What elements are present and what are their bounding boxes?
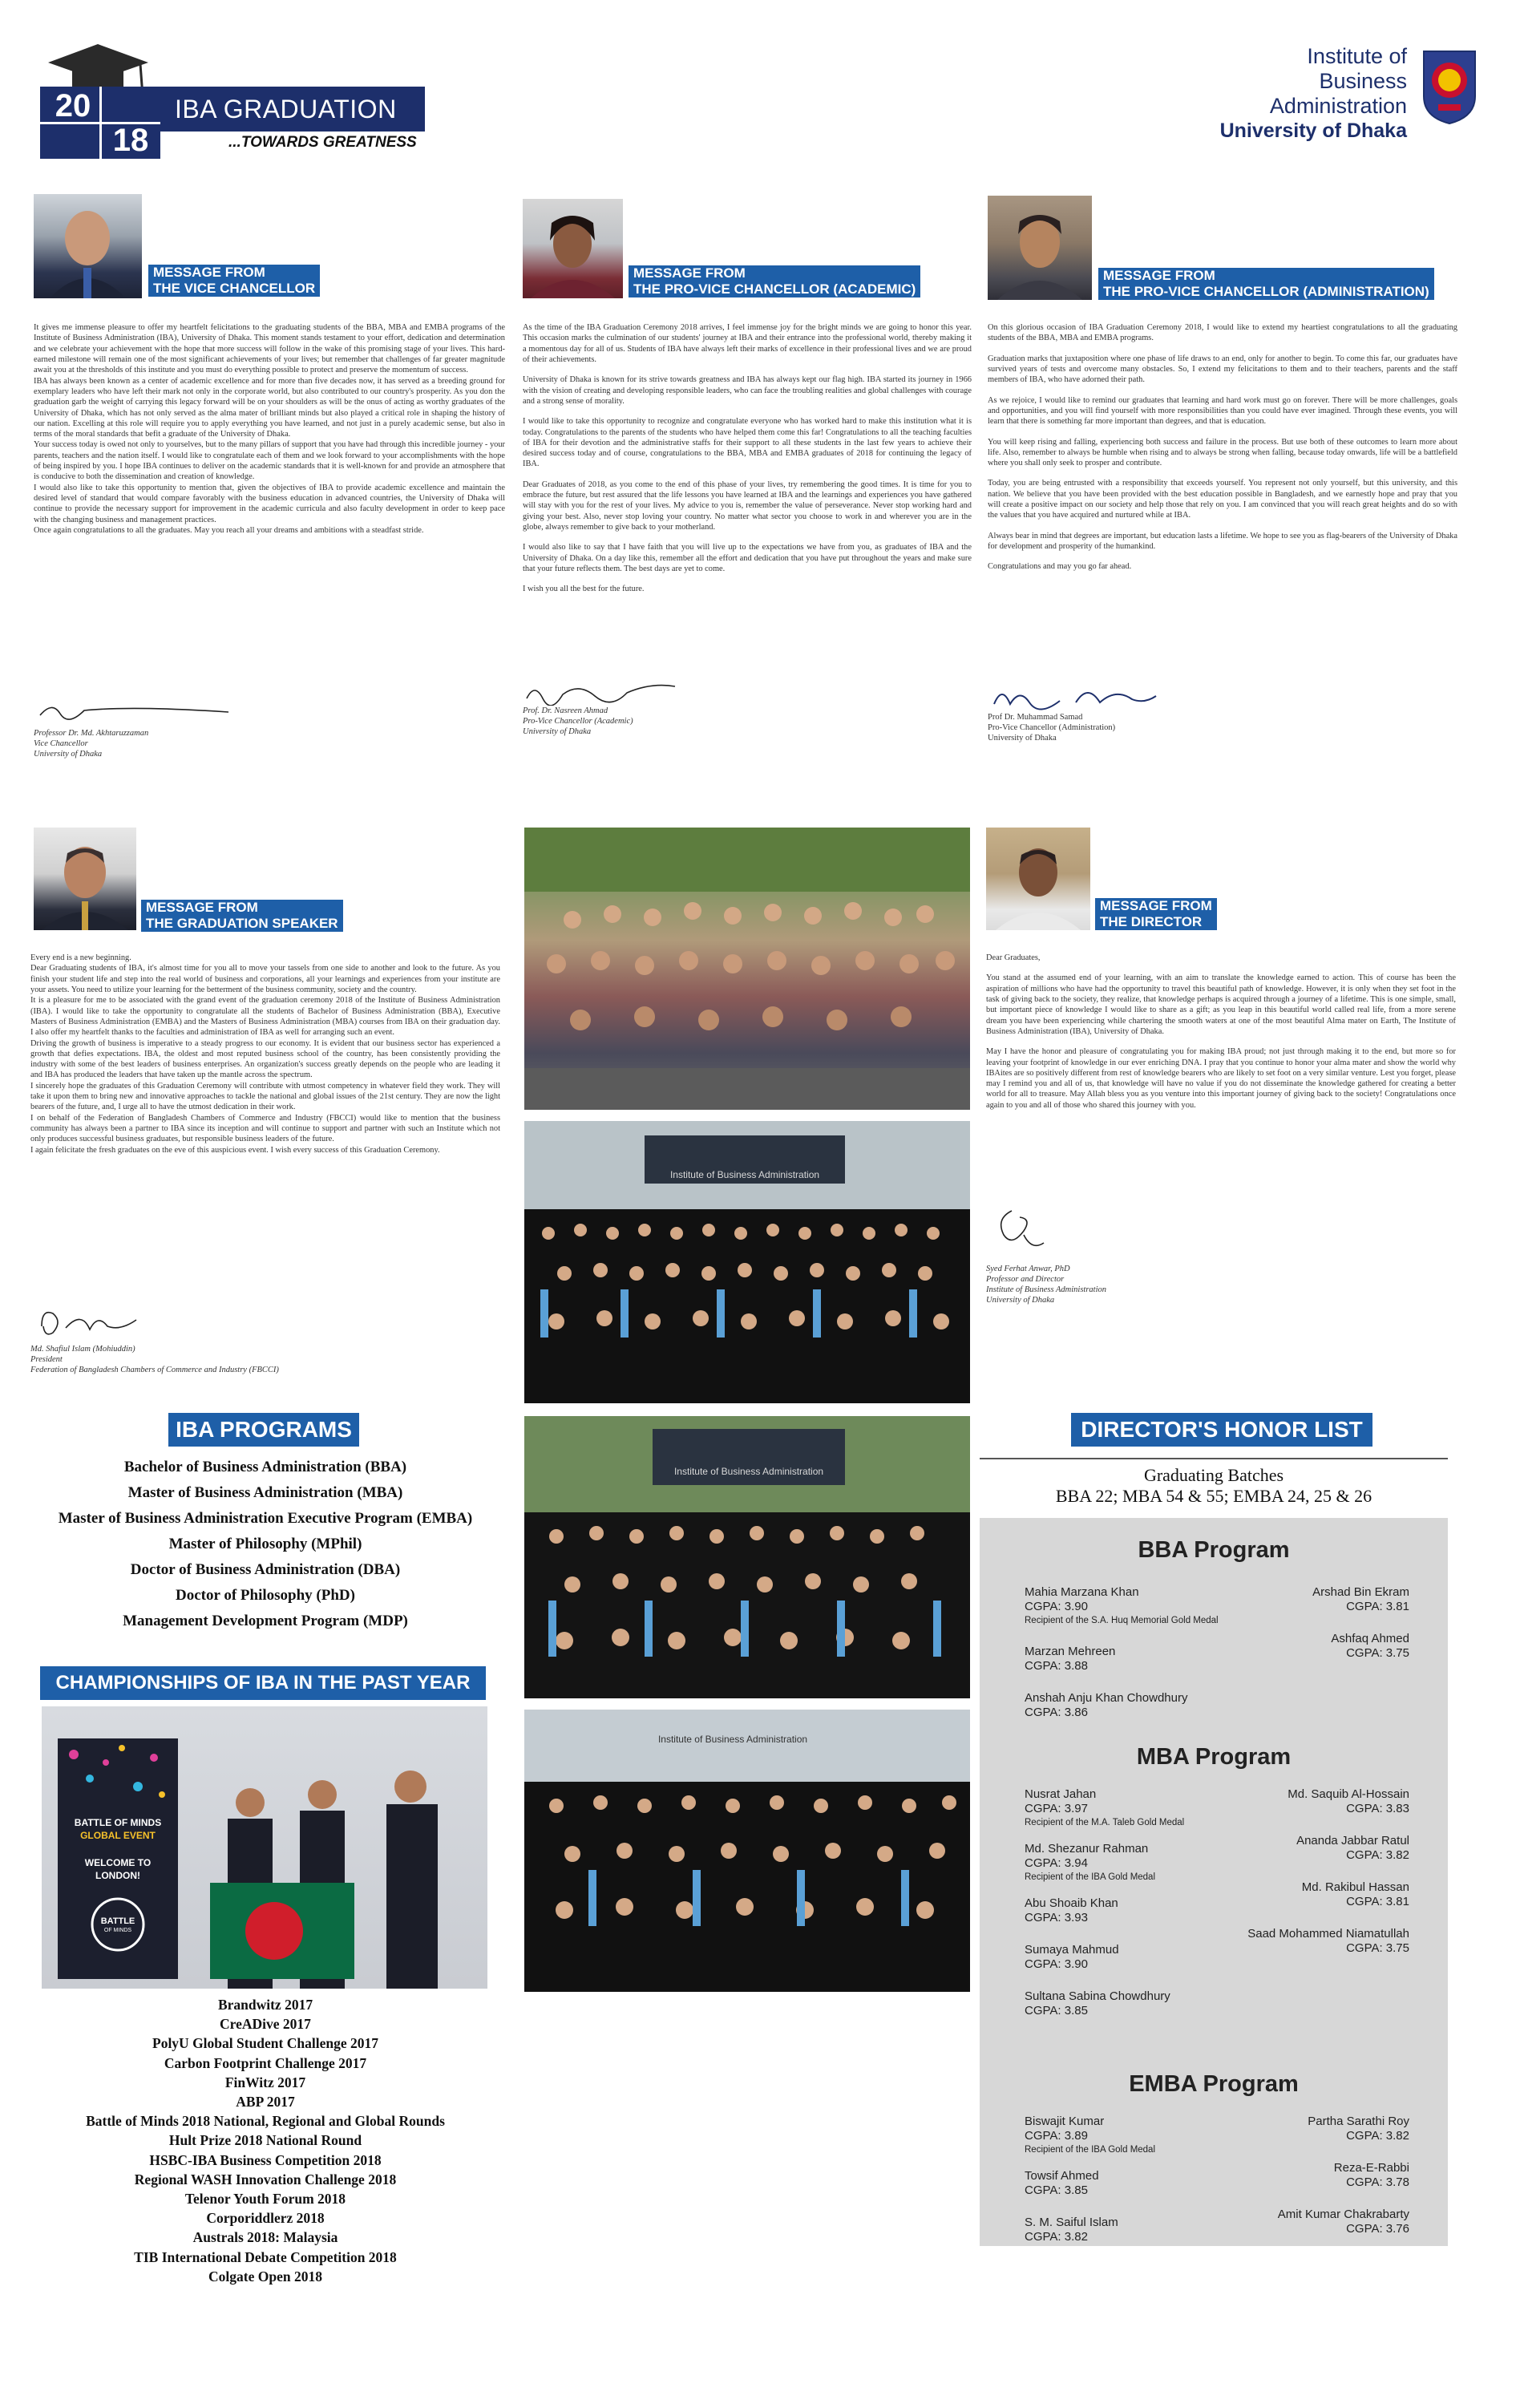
programs-list (30, 1455, 500, 1634)
program-item: Management Development Program (MDP) (123, 1613, 408, 1629)
pvc-admin-sig-title: Pro-Vice Chancellor (Administration) (988, 723, 1116, 733)
pvc-admin-para-1: On this glorious occasion of IBA Graduation Ceremony 2018, I would like to extend my heartiest congratulations to all the graduating students of the BBA, MBA and EMBA programs. (988, 323, 1457, 343)
honoree-name: Saad Mohammed Niamatullah (1247, 1927, 1409, 1941)
pvc-academic-heading (629, 265, 920, 297)
mba-right-column (1188, 1787, 1409, 1956)
pvc-admin-signoff (988, 712, 1244, 743)
pvc-academic-para-6: I wish you all the best for the future. (523, 585, 645, 594)
institute-line-2: Business (1319, 69, 1407, 93)
championship-item: Battle of Minds 2018 National, Regional and Global Rounds (86, 2113, 445, 2130)
pvc-academic-message-body (523, 322, 972, 595)
speaker-portrait (34, 828, 136, 930)
championship-item: Telenor Youth Forum 2018 (184, 2191, 346, 2208)
speaker-para-6: I on behalf of the Federation of Bangladesh Chambers of Commerce and Industry (FBCCI) would like to mention that the business community has always been a partner to IBA since its inception and will continue to support and partner with such an Institute which not only produces successful business graduates, but responsible business leaders of the future. (30, 1113, 500, 1144)
director-sig-name: Syed Ferhat Anwar, PhD (986, 1265, 1070, 1273)
honor-list-panel (980, 1518, 1448, 2246)
director-heading-line-1: MESSAGE FROM (1095, 898, 1217, 914)
pvc-academic-portrait (523, 199, 623, 298)
pvc-admin-para-3: As we rejoice, I would like to remind our graduates that learning and hard work must go on forever. There will be more challenges, goals and opportunities, and you will find yourself with more responsibilities than you could have ever imagined. Through these events, you will learn that there is something far more important than degrees, and that is education. (988, 395, 1457, 427)
vc-para-3: Your success today is owed not only to yourselves, but to the many pillars of support that you have had through this incredible journey - your parents, teachers and the nation itself. I would like to congratulate each of them and we look forward to your accomplishments with the hope of being inspired by you. I hope IBA continues to deliver on the academic standards that it is well-known for and provide an atmosphere that is conducive to both the dissemination and creation of knowledge. (34, 440, 505, 482)
honoree-cgpa: CGPA: 3.75 (1346, 1941, 1409, 1955)
building-sign-1: Institute of Business Administration (669, 1169, 820, 1180)
honoree-name: Anshah Anju Khan Chowdhury (1025, 1691, 1188, 1705)
speaker-para-2: Dear Graduating students of IBA, it's almost time for you all to move your tassels from one side to another and look to the future. As you finish your student life and step into the real world of business and corporations, all your learnings and experiences from your institute are your assets. You need to utilize your learning for the betterment of the business community, society and the country. (30, 964, 500, 994)
honoree-cgpa: CGPA: 3.82 (1346, 1848, 1409, 1862)
pvc-admin-heading (1098, 268, 1434, 300)
director-signature (988, 1203, 1052, 1259)
championship-item: Regional WASH Innovation Challenge 2018 (134, 2171, 397, 2187)
logo-year-bottom: 18 (112, 123, 149, 158)
honoree-name: Abu Shoaib Khan (1025, 1896, 1118, 1910)
faculty-group-photo (524, 828, 970, 1110)
speaker-para-7: I again felicitate the fresh graduates on the eve of this auspicious event. I wish every success of this Graduation Ceremony. (30, 1145, 440, 1155)
honoree-cgpa: CGPA: 3.85 (1025, 2183, 1088, 2197)
honoree-cgpa: CGPA: 3.85 (1025, 2004, 1088, 2017)
championship-item: Corporiddlerz 2018 (206, 2210, 325, 2227)
banner-line-4: LONDON! (95, 1870, 140, 1881)
honoree-cgpa: CGPA: 3.81 (1346, 1600, 1409, 1613)
director-message-body (986, 953, 1456, 1111)
mba-program-heading: MBA Program (1136, 1744, 1292, 1770)
pvc-academic-para-2: University of Dhaka is known for its strive towards greatness and IBA has always kept our flag high. IBA started its journey in 1966 with the vision of creating and developing responsible leaders, who can face the troubling realities and global challenges with courage and a strong sense of morality. (523, 375, 972, 406)
vc-message-body (34, 322, 505, 536)
vc-para-5: Once again congratulations to all the graduates. May you reach all your dreams and ambitions with a steadfast stride. (34, 525, 424, 535)
honoree-cgpa: CGPA: 3.78 (1346, 2175, 1409, 2189)
honoree-name: Md. Saquib Al-Hossain (1288, 1787, 1409, 1801)
championship-item: FinWitz 2017 (224, 2074, 306, 2090)
battle-of-minds-banner (58, 1738, 178, 1979)
honoree-cgpa: CGPA: 3.75 (1346, 1646, 1409, 1660)
director-heading-line-2: THE DIRECTOR (1095, 914, 1217, 930)
speaker-para-5: I sincerely hope the graduates of this Graduation Ceremony will contribute with utmost competency in whatever field they work. They will take it upon them to bring new and innovative approaches to tackle the national and global issues of the 21st century. They are now the light bearers of the future, and, I urge all to have the utmost dedication in their work. (30, 1081, 500, 1112)
pvc-admin-portrait (988, 196, 1092, 300)
emba-right-column (1188, 2115, 1409, 2236)
honoree-name: Marzan Mehreen (1025, 1645, 1116, 1658)
pvc-academic-sig-title: Pro-Vice Chancellor (Academic) (523, 717, 633, 726)
honoree-name: Biswajit Kumar (1025, 2115, 1105, 2128)
honoree-name: Mahia Marzana Khan (1025, 1585, 1139, 1599)
speaker-signoff (30, 1344, 479, 1375)
program-item: Bachelor of Business Administration (BBA) (123, 1459, 407, 1475)
pvc-academic-sig-org: University of Dhaka (523, 727, 592, 737)
director-sig-univ: University of Dhaka (986, 1296, 1055, 1305)
speaker-signature (34, 1302, 146, 1342)
honoree-cgpa: CGPA: 3.94 (1025, 1856, 1088, 1870)
director-sig-org: Institute of Business Administration (986, 1285, 1107, 1295)
championship-item: Brandwitz 2017 (217, 1997, 313, 2013)
vc-para-4: I would also like to take this opportunity to mention that, given the objectives of IBA to provide academic excellence and maintain the desired level of standard that would compare favorably with the business education in advanced countries, the University of Dhaka will continue to provide the necessary support for improvement in the academic curricula and also faculty development in order to keep pace with the changing business and management practices. (34, 483, 505, 524)
pvc-admin-para-5: Today, you are being entrusted with a responsibility that exceeds yourself. You represent not only yourself, but this university, and this nation. We believe that you have been provided with the best education possible in Bangladesh, and we earnestly hope and pray that you will create a positive impact on our society and help those that rely on you. I am convinced that you will reach great heights and do so with the values that you have acquired and nurtured while at IBA. (988, 479, 1457, 520)
vc-heading-line-2: THE VICE CHANCELLOR (148, 281, 320, 297)
honor-batches: BBA 22; MBA 54 & 55; EMBA 24, 25 & 26 (1055, 1486, 1372, 1506)
vc-signoff (34, 728, 354, 759)
header-title: IBA GRADUATION (175, 95, 397, 123)
program-item: Master of Philosophy (MPhil) (168, 1536, 362, 1552)
speaker-sig-org: Federation of Bangladesh Chambers of Commerce and Industry (FBCCI) (30, 1366, 279, 1375)
pvc-academic-para-3: I would like to take this opportunity to recognize and congratulate everyone who has worked hard to make this institution what it is today. Congratulations to the parents of the students who have helped them come this far! Congratulations to all the teaching faculties of IBA for their devotion and the administrative staffs for their support to all these students in the last few years to achieve their desired success today and of course, congratulations to the BBA, MBA and EMBA graduates of 2018 for continuing the legacy of IBA. (523, 417, 972, 469)
honoree-name: Ananda Jabbar Ratul (1296, 1834, 1409, 1847)
pvc-academic-para-1: As the time of the IBA Graduation Ceremony 2018 arrives, I feel immense joy for the bright minds we are going to honor this year. This occasion marks the culmination of our students' journey at IBA and their entrance into the professional world, thereby making it a momentous day for all of us. Students of IBA have always left their marks of excellence in their professional lives and we are proud of their achievements. (523, 323, 972, 364)
vc-sig-org: University of Dhaka (34, 750, 103, 759)
honor-list-title: DIRECTOR'S HONOR LIST (1071, 1413, 1372, 1447)
pvc-academic-sig-name: Prof. Dr. Nasreen Ahmad (523, 706, 608, 715)
header-tagline: ...TOWARDS GREATNESS (228, 134, 417, 151)
championships-title: CHAMPIONSHIPS OF IBA IN THE PAST YEAR (40, 1666, 486, 1700)
university-seal-icon (1419, 47, 1480, 127)
honoree-name: Md. Rakibul Hassan (1301, 1880, 1409, 1894)
banner-line-6: OF MINDS (103, 1928, 132, 1933)
vc-para-1: It gives me immense pleasure to offer my heartfelt felicitations to the graduating students of the BBA, MBA and EMBA programs of the Institute of Business Administration (IBA), University of Dhaka. This moment stands testament to your effort, dedication and determination and we celebrate your achievement with the hope that more success will follow in the wake of this promising stage of your lives. This hard-earned milestone will remain one of the most significant achievements of your lives; but remember that challenges of far greater magnitude await you at the thresholds of this institute and you must do everything possible to protect and preserve the momentum of success. (34, 323, 505, 375)
honor-batches-label: Graduating Batches (1143, 1465, 1284, 1485)
speaker-heading-line-1: MESSAGE FROM (141, 900, 343, 916)
pvc-admin-para-6: Always bear in mind that degrees are important, but education lasts a lifetime. We hope to see you as flag-bearers of the University of Dhaka for development and prosperity of the humankind. (988, 531, 1457, 551)
honoree-cgpa: CGPA: 3.93 (1025, 1911, 1088, 1924)
speaker-sig-name: Md. Shafiul Islam (Mohiuddin) (30, 1345, 135, 1354)
pvc-admin-message-body (988, 322, 1457, 573)
director-sig-title: Professor and Director (986, 1275, 1065, 1285)
building-sign-3: Institute of Business Administration (657, 1734, 808, 1745)
honoree-medal: Recipient of the IBA Gold Medal (1025, 2145, 1156, 2155)
bba-program-heading: BBA Program (1138, 1537, 1290, 1563)
championship-item: CreADive 2017 (220, 2016, 311, 2033)
director-para-2: You stand at the assumed end of your learning, with an aim to translate the knowledge earned to action. This of course has been the aspiration of millions who have had the opportunity to travel this beautiful path of knowledge. However, it is only when they set foot in the task of giving back to the society, they realize, that knowledge perhaps is acquired through a journey of a lifetime. This is one simple, small, but important piece of knowledge I would like to share as a gift; as you leap in this beautiful world called real life, from a more serene dream you have been experiencing while chartering the smooth waters at one of the most beautiful Alma mater on Earth, The Institute of Business Administration (IBA), University of Dhaka. (986, 973, 1456, 1036)
speaker-heading (141, 900, 343, 932)
championship-item: Hult Prize 2018 National Round (168, 2132, 362, 2149)
honoree-cgpa: CGPA: 3.89 (1025, 2129, 1088, 2143)
pvc-admin-sig-org: University of Dhaka (988, 734, 1057, 743)
honoree-cgpa: CGPA: 3.90 (1025, 1600, 1088, 1613)
program-item: Master of Business Administration (MBA) (127, 1484, 403, 1501)
graduates-group-photo-3 (524, 1710, 970, 1992)
pvc-academic-para-5: I would also like to say that I have faith that you will live up to the expectations we have from you, as graduates of IBA and the University of Dhaka. On a day like this, remember all the effort and dedication that you have put throughout the years and make sure that your future reflects them. The best days are yet to come. (523, 543, 972, 573)
emba-program-heading: EMBA Program (1129, 2071, 1299, 2097)
logo-year-top: 20 (55, 88, 91, 123)
honoree-medal: Recipient of the IBA Gold Medal (1025, 1872, 1156, 1882)
honoree-cgpa: CGPA: 3.81 (1346, 1895, 1409, 1908)
vc-heading (148, 265, 320, 297)
pvc-admin-signature (988, 680, 1164, 712)
director-para-3: May I have the honor and pleasure of congratulating you for making IBA proud; not just through making it to the end, but more so for leaving your footprint of knowledge in our ever enriching DNA. I pray that you continue to honor your alma mater and show the world why IBAites are so positively different from rest of knowledge bearers who are likely to set foot on a very similar venture. Lest you forget, please may I remind you and all of us, that knowledge will have no value if you do not disseminate the knowledge gathered for creating a better world for all to treasure. May Allah bless you as you venture into this important journey of giving back to the society! Congratulations once again to you and all of those who shared this journey with you. (986, 1047, 1456, 1110)
pvc-academic-heading-line-2: THE PRO-VICE CHANCELLOR (ACADEMIC) (629, 281, 920, 297)
honoree-name: Amit Kumar Chakrabarty (1277, 2208, 1409, 2221)
championship-item: PolyU Global Student Challenge 2017 (152, 2035, 378, 2052)
honoree-cgpa: CGPA: 3.88 (1025, 1659, 1088, 1673)
building-sign-2: Institute of Business Administration (673, 1466, 824, 1477)
vc-sig-name: Professor Dr. Md. Akhtaruzzaman (34, 729, 149, 738)
speaker-message-body (30, 953, 500, 1155)
championship-photo (42, 1706, 487, 1989)
program-item: Doctor of Business Administration (DBA) (130, 1561, 401, 1578)
pvc-admin-sig-name: Prof Dr. Muhammad Samad (988, 713, 1083, 722)
graduates-group-photo-1 (524, 1121, 970, 1403)
championships-list (30, 1995, 500, 2286)
honoree-cgpa: CGPA: 3.90 (1025, 1957, 1088, 1971)
honoree-name: Towsif Ahmed (1025, 2169, 1099, 2183)
honoree-cgpa: CGPA: 3.86 (1025, 1706, 1088, 1719)
speaker-para-1: Every end is a new beginning. (30, 953, 131, 962)
speaker-para-3: It is a pleasure for me to be associated with the grand event of the graduation ceremony 2018 of the Institute of Business Administration (IBA). I would like to take the opportunity to congratulate all the students of Bachelor of Business Administration (BBA), Executive Masters of Business Administration (EMBA) and the Masters of Business Administration (MBA) courses from IBA on their graduation day. I also offer my heartfelt thanks to the faculties and administration of IBA as well for arranging such an event. (30, 996, 500, 1038)
programs-title: IBA PROGRAMS (168, 1413, 359, 1447)
speaker-sig-title: President (30, 1355, 63, 1365)
pvc-admin-para-2: Graduation marks that juxtaposition where one phase of life draws to an end, only for another to begin. To come this far, our graduates have survived years of tests and overcome many obstacles. So, I extend my felicitations to them and to their teachers, parents and the staff members of IBA, who have adorned their path. (988, 354, 1457, 385)
honoree-name: Sumaya Mahmud (1025, 1943, 1119, 1957)
honoree-name: Reza-E-Rabbi (1333, 2161, 1409, 2175)
vc-sig-title: Vice Chancellor (34, 739, 88, 749)
honoree-cgpa: CGPA: 3.83 (1346, 1802, 1409, 1815)
pvc-admin-para-4: You will keep rising and falling, experiencing both success and failure in the process. But use both of these outcomes to learn more about life. Also, remember to always be humble when rising and to always be strong when falling, because today onwards, life will be a battlefield where you shall only seek to prosper and contribute. (988, 437, 1457, 468)
director-signoff (986, 1264, 1259, 1306)
championship-item: TIB International Debate Competition 2018 (134, 2248, 397, 2265)
graduates-group-photo-2 (524, 1416, 970, 1698)
speaker-heading-line-2: THE GRADUATION SPEAKER (141, 916, 343, 932)
honoree-name: Arshad Bin Ekram (1312, 1585, 1409, 1599)
pvc-academic-para-4: Dear Graduates of 2018, as you come to the end of this phase of your lives, try remembering the good times. It is time for you to embrace the future, but rest assured that the life lessons you have learned at IBA and the learnings and experiences you have gathered will stay with you for the rest of your lives. My advice to you is, remember the value of perseverance. Never stop working hard and giving your best. Also, never stop loving your country. No matter what sector you choose to work in and wherever you are in the globe, always remember to give back to your motherland. (523, 480, 972, 532)
honoree-cgpa: CGPA: 3.97 (1025, 1802, 1088, 1815)
honoree-name: Ashfaq Ahmed (1331, 1632, 1409, 1645)
pvc-admin-para-7: Congratulations and may you go far ahead. (988, 562, 1132, 572)
honoree-cgpa: CGPA: 3.76 (1346, 2222, 1409, 2236)
honoree-name: S. M. Saiful Islam (1025, 2216, 1118, 2229)
championship-item: Australs 2018: Malaysia (192, 2229, 338, 2246)
championship-item: HSBC-IBA Business Competition 2018 (149, 2151, 382, 2168)
speaker-para-4: Driving the growth of business is imperative to a steady progress to our economy. It is evident that our business sector has experienced a growth that defies expectations. IBA, the oldest and most reputed business school of the country, has been consistently providing the industry with some of the best leaders of business enterprises. An organization's success greatly depends on the people who are leading it and IBA has produced the leaders that have taken up the mantle across the spectrum. (30, 1038, 500, 1080)
vc-portrait (34, 194, 142, 298)
honoree-cgpa: CGPA: 3.82 (1025, 2230, 1088, 2244)
honoree-medal: Recipient of the M.A. Taleb Gold Medal (1025, 1818, 1185, 1827)
director-portrait (986, 828, 1090, 930)
director-heading (1095, 898, 1217, 930)
banner-line-2: GLOBAL EVENT (80, 1830, 156, 1841)
pvc-academic-signoff (523, 706, 763, 737)
honoree-name: Md. Shezanur Rahman (1025, 1842, 1149, 1856)
vc-para-2: IBA has always been known as a center of academic excellence and for more than five decades now, it has served as a breeding ground for exemplary leaders who have left their mark not only in the corporate world, but also contributed to our country's prosperity. As you don the graduation garb the weight of carrying this legacy forward will be on your shoulders as will be the onus of acting as worthy graduates of the University of Dhaka, which has not only served as the alma mater of brilliant minds but also played a critical role in shaping the history of our nation. Excelling at this role will require you to apply everything you have learned, and not just in a purely academic sense, but also in terms of the moral standards that befit a graduate of the University of Dhaka. (34, 376, 505, 439)
institute-name (1154, 44, 1407, 144)
director-para-1: Dear Graduates, (986, 953, 1041, 962)
honoree-name: Sultana Sabina Chowdhury (1025, 1989, 1170, 2003)
championship-item: ABP 2017 (236, 2094, 295, 2111)
honoree-name: Nusrat Jahan (1025, 1787, 1097, 1801)
pvc-admin-heading-line-1: MESSAGE FROM (1098, 268, 1434, 284)
honoree-medal: Recipient of the S.A. Huq Memorial Gold Medal (1025, 1616, 1219, 1625)
program-item: Master of Business Administration Executive Program (EMBA) (58, 1510, 473, 1527)
honoree-name: Partha Sarathi Roy (1308, 2115, 1409, 2128)
banner-line-5: BATTLE (100, 1916, 135, 1926)
pvc-academic-signature (523, 678, 683, 706)
championship-item: Colgate Open 2018 (208, 2268, 322, 2285)
pvc-admin-heading-line-2: THE PRO-VICE CHANCELLOR (ADMINISTRATION) (1098, 284, 1434, 300)
program-item: Doctor of Philosophy (PhD) (176, 1587, 355, 1604)
institute-line-4: University of Dhaka (1219, 119, 1407, 142)
graduation-logo (40, 40, 449, 160)
banner-line-1: BATTLE OF MINDS (74, 1817, 162, 1828)
honor-divider (980, 1458, 1448, 1459)
honoree-cgpa: CGPA: 3.82 (1346, 2129, 1409, 2143)
vc-signature (36, 699, 236, 723)
bba-right-column (1220, 1585, 1409, 1661)
institute-line-3: Administration (1269, 94, 1407, 118)
winners-figures (186, 1746, 483, 1989)
banner-line-3: WELCOME TO (84, 1857, 152, 1868)
championship-item: Carbon Footprint Challenge 2017 (164, 2054, 367, 2071)
institute-line-1: Institute of (1307, 44, 1407, 68)
vc-heading-line-1: MESSAGE FROM (148, 265, 320, 281)
pvc-academic-heading-line-1: MESSAGE FROM (629, 265, 920, 281)
